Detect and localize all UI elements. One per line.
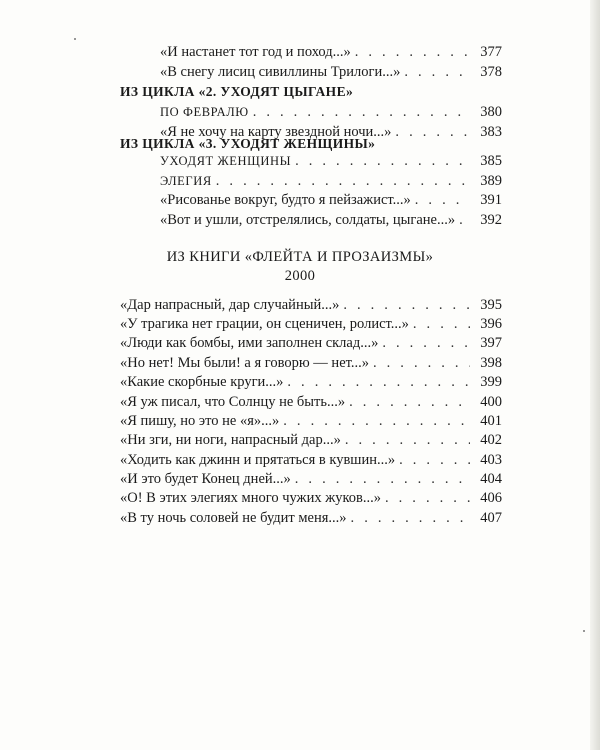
entry-page: 392 [480,212,502,228]
dot-leader [295,469,470,489]
entry-page: 389 [480,173,502,189]
entry-title: «Я уж писал, что Солнцу не быть...» [120,394,346,410]
toc-entry [120,450,502,470]
toc-entry [120,469,502,489]
entry-title: «Какие скорбные круги...» [120,374,284,390]
dot-leader [343,295,470,315]
entry-title: ЭЛЕГИЯ [160,174,212,188]
cycle-heading: ИЗ ЦИКЛА «3. УХОДЯТ ЖЕНЩИНЫ» [120,136,376,151]
toc-entry [120,411,502,431]
entry-page: 396 [480,316,502,332]
dot-leader [413,314,470,334]
entry-page: 397 [480,335,502,351]
toc-entry [120,295,502,315]
entry-title: «Вот и ушли, отстрелялись, солдаты, цыгане...» [160,212,456,228]
entry-title: «Я не хочу на карту звездной ночи...» [160,124,392,140]
page-edge-shadow [590,0,600,750]
toc-entry [160,102,502,122]
entry-title: «У трагика нет грации, он сценичен, ролист...» [120,316,409,332]
entry-title: «И настанет тот год и поход...» [160,44,351,60]
entry-page: 400 [480,394,502,410]
entry-page: 385 [480,153,502,169]
dot-leader [382,333,470,353]
entry-page: 377 [480,44,502,60]
dot-leader [395,122,470,142]
dot-leader [351,508,470,528]
dot-leader [385,488,470,508]
entry-title: УХОДЯТ ЖЕНЩИНЫ [160,154,292,168]
entry-title: «В ту ночь соловей не будит меня...» [120,510,347,526]
toc-entry [120,392,502,412]
dot-leader [349,392,470,412]
entry-title: «О! В этих элегиях много чужих жуков...» [120,490,381,506]
toc-entry [160,42,502,62]
entry-page: 407 [480,510,502,526]
entry-page: 404 [480,471,502,487]
toc-entry [120,488,502,508]
entry-title: «Дар напрасный, дар случайный...» [120,297,340,313]
entry-title: «В снегу лисиц сивиллины Трилоги...» [160,64,401,80]
paper-speck [583,630,585,632]
toc-entry [160,171,502,191]
dot-leader [287,372,470,392]
entry-page: 398 [480,355,502,371]
entry-page: 378 [480,64,502,80]
dot-leader [295,151,470,171]
toc-entry [160,62,502,82]
entry-title: «Люди как бомбы, ими заполнен склад...» [120,335,379,351]
dot-leader [216,171,470,191]
entry-title: «Я пишу, но это не «я»...» [120,413,280,429]
entry-title: ПО ФЕВРАЛЮ [160,105,249,119]
paper-speck [74,38,76,40]
dot-leader [459,210,470,230]
entry-title: «Ходить как джинн и прятаться в кувшин...» [120,452,396,468]
toc-entry [160,151,502,171]
entry-title: «Но нет! Мы были! а я говорю — нет...» [120,355,369,371]
toc-entry [160,190,502,210]
dot-leader [345,430,470,450]
cycle-heading: ИЗ ЦИКЛА «2. УХОДЯТ ЦЫГАНЕ» [120,84,354,99]
toc-entry [120,353,502,373]
dot-leader [373,353,470,373]
entry-page: 395 [480,297,502,313]
entry-page: 402 [480,432,502,448]
entry-page: 383 [480,124,502,140]
entry-page: 380 [480,104,502,120]
entry-title: «Ни зги, ни ноги, напрасный дар...» [120,432,341,448]
entry-title: «Рисованье вокруг, будто я пейзажист...» [160,192,411,208]
dot-leader [404,62,470,82]
entry-page: 399 [480,374,502,390]
dot-leader [415,190,470,210]
dot-leader [355,42,470,62]
toc-entry [120,333,502,353]
toc-entry [120,508,502,528]
entry-page: 391 [480,192,502,208]
toc-entry [120,430,502,450]
dot-leader [399,450,470,470]
entry-title: «И это будет Конец дней...» [120,471,291,487]
dot-leader [253,102,470,122]
dot-leader [283,411,470,431]
toc-entry [160,210,502,230]
book-title: ИЗ КНИГИ «ФЛЕЙТА И ПРОЗАИЗМЫ» [166,249,434,265]
book-year: 2000 [284,268,316,284]
entry-page: 401 [480,413,502,429]
toc-entry [120,372,502,392]
toc-entry [120,314,502,334]
entry-page: 403 [480,452,502,468]
entry-page: 406 [480,490,502,506]
